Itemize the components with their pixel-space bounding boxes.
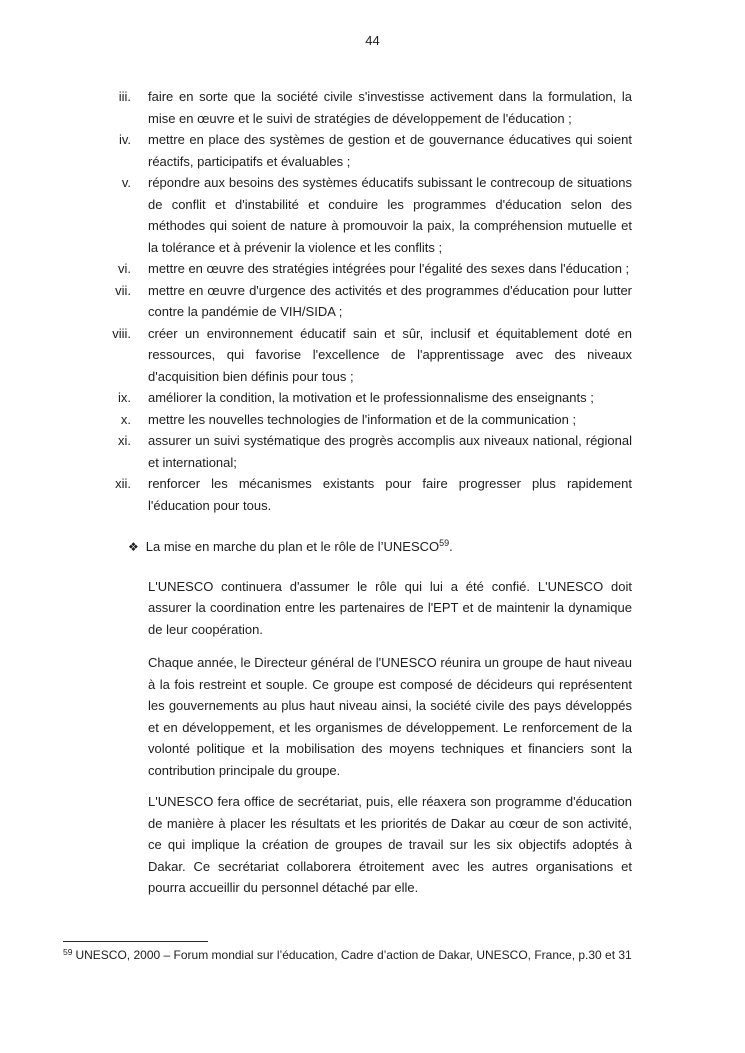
list-item — [0, 473, 745, 516]
body-paragraph: L'UNESCO continuera d'assumer le rôle qui lui a été confié. L'UNESCO doit assurer la coordination entre les partenaires de l'EPT et de maintenir la dynamique de leur coopération. — [148, 578, 632, 637]
list-item-numeral: viii. — [112, 325, 131, 341]
diamond-bullet-icon: ❖ — [128, 540, 139, 554]
footnote-reference: 59 — [439, 538, 450, 548]
list-item — [0, 430, 745, 473]
list-item-text: renforcer les mécanismes existants pour faire progresser plus rapidement l'éducation pour tous. — [148, 476, 632, 513]
list-item-text: mettre en œuvre d'urgence des activités et des programmes d'éducation pour lutter contre la pandémie de VIH/SIDA ; — [148, 282, 632, 319]
list-item — [0, 280, 745, 323]
list-item — [0, 323, 745, 388]
list-item — [0, 258, 745, 280]
footnote-marker: 59 — [63, 947, 73, 957]
list-item — [0, 86, 745, 129]
list-item-text: assurer un suivi systématique des progrès accomplis aux niveaux national, régional et international; — [148, 433, 632, 470]
list-item — [0, 129, 745, 172]
footnote-body: UNESCO, 2000 – Forum mondial sur l’éducation, Cadre d’action de Dakar, UNESCO, France, p.30 et 31 — [75, 948, 632, 962]
list-item-numeral: xii. — [115, 476, 131, 491]
list-item-text: répondre aux besoins des systèmes éducatifs subissant le contrecoup de situations de conflit et d'instabilité et conduire les programmes d'éducation selon des méthodes qui soient de nature à promouvoir la paix, la compréhension mutuelle et la tolérance et à prévenir la violence et les conflits ; — [148, 175, 632, 255]
list-item-text: mettre en place des systèmes de gestion et de gouvernance éducatives qui soient réactifs, participatifs et évaluables ; — [148, 132, 632, 169]
list-item-text: créer un environnement éducatif sain et sûr, inclusif et équitablement doté en ressources, qui favorise l'excellence de l'apprentissage avec des niveaux d'acquisition bien définis pour tous ; — [148, 325, 632, 384]
list-item-numeral: xi. — [118, 433, 131, 448]
footnote-separator — [63, 941, 208, 942]
section-title-period: . — [449, 539, 453, 554]
section-title — [146, 539, 453, 554]
list-item-text: faire en sorte que la société civile s'investisse activement dans la formulation, la mise en œuvre et le suivi de stratégies de développement de l'éducation ; — [148, 89, 632, 126]
list-item-numeral: v. — [121, 175, 131, 190]
list-item-text: améliorer la condition, la motivation et le professionnalisme des enseignants ; — [148, 390, 594, 405]
footnote — [63, 947, 688, 964]
list-item — [0, 172, 745, 258]
body-paragraph: L'UNESCO fera office de secrétariat, puis, elle réaxera son programme d'éducation de manière à placer les résultats et les priorités de Dakar au cœur de son activité, ce qui implique la création de groupes de travail sur les six objectifs adoptés à Dakar. Ce secrétariat collaborera étroitement avec les autres organisations et pourra accueillir du personnel détaché par elle. — [148, 794, 632, 895]
section-heading — [128, 536, 745, 560]
page-content — [0, 86, 745, 899]
list-item-text: mettre en œuvre des stratégies intégrées pour l'égalité des sexes dans l'éducation ; — [148, 261, 630, 276]
list-item-numeral: iv. — [118, 132, 131, 147]
list-item — [0, 409, 745, 431]
section-title-text: La mise en marche du plan et le rôle de l’UNESCO — [145, 539, 440, 554]
list-item-numeral: vii. — [115, 282, 131, 298]
body-paragraph: Chaque année, le Directeur général de l'UNESCO réunira un groupe de haut niveau à la fois restreint et souple. Ce groupe est composé de décideurs qui représentent les gouvernements au plus haut niveau ainsi, la société civile des pays développés et en développement, et les organismes de développement. Le renforcement de la volonté politique et la mobilisation des moyens techniques et financiers sont la contribution principale du groupe. — [148, 655, 632, 778]
list-item-numeral: x. — [120, 411, 131, 427]
roman-list — [0, 86, 745, 516]
list-item — [0, 387, 745, 409]
page-number: 44 — [365, 33, 380, 48]
list-item-numeral: iii. — [118, 89, 131, 104]
list-item-numeral: ix. — [118, 390, 131, 405]
list-item-numeral: vi. — [118, 261, 131, 276]
footnote-area — [63, 941, 688, 964]
list-item-text: mettre les nouvelles technologies de l'information et de la communication ; — [148, 411, 577, 427]
